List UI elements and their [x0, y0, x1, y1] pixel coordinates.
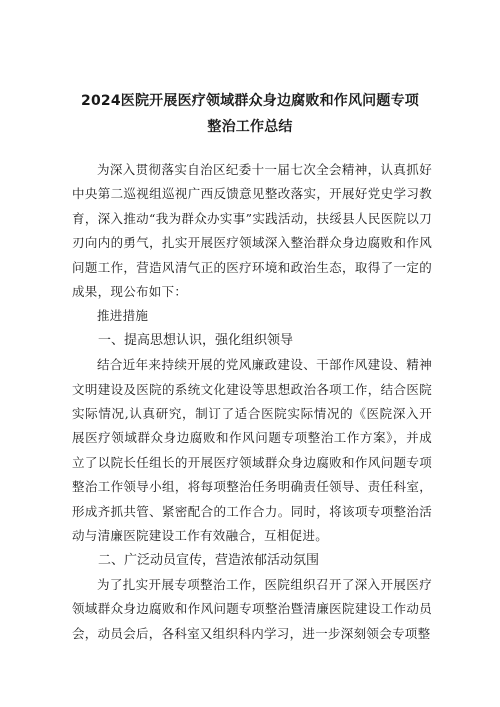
measures-label: 推进措施: [97, 308, 149, 324]
intro-paragraph: 为深入贯彻落实自治区纪委十一届七次全会精神，认真抓好中央第二巡视组巡视广西反馈意见整改落实，开展好党史学习教育，深入推动“我为群众办实事”实践活动，扶绥县人民医院以刀刃向内的勇气，扎实开展医疗领域深入整治群众身边腐败和作风问题工作，营造风清气正的医疗环境和政治生态，取得了一定的成果，现公布如下：: [72, 162, 432, 300]
section2-paragraph: 为了扎实开展专项整治工作，医院组织召开了深入开展医疗领域群众身边腐败和作风问题专项整治暨清廉医院建设工作动员会，动员会后，各科室又组织科内学习，进一步深刻领会专项整: [72, 576, 432, 641]
document-title-line1: 2024医院开展医疗领域群众身边腐败和作风问题专项: [81, 93, 419, 109]
section1-paragraph: 结合近年来持续开展的党风廉政建设、干部作风建设、精神文明建设及医院的系统文化建设等思想政治各项工作，结合医院实际情况,认真研究，制订了适合医院实际情况的《医院深入开展医疗领域群众身边腐败和作风问题专项整治工作方案》，并成立了以院长任组长的开展医疗领域群众身边腐败和作风问题专项整治工作领导小组，将每项整治任务明确责任领导、责任科室，形成齐抓共管、紧密配合的工作合力。同时，将该项专项整治活动与清廉医院建设工作有效融合，互相促进。: [72, 357, 432, 544]
document-body: [72, 158, 432, 646]
section1-heading: 一、提高思想认识，强化组织领导: [98, 332, 294, 348]
section2-heading: 二、广泛动员宣传，营造浓郁活动氛围: [98, 552, 320, 568]
document-title-line2: 整治工作总结: [207, 119, 293, 135]
